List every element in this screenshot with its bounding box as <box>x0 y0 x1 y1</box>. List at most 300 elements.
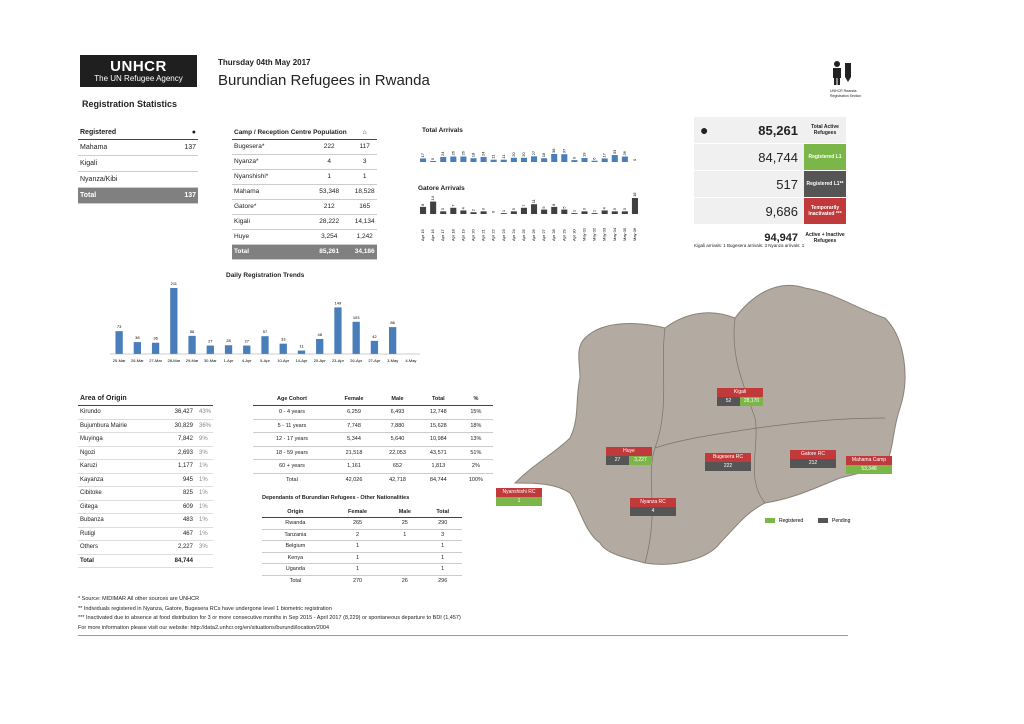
origin-value: 483 <box>159 514 195 528</box>
cell: 15% <box>459 406 493 420</box>
cell: 290 <box>423 518 462 530</box>
bar <box>316 339 323 354</box>
home-icon: ⌂ <box>352 127 377 139</box>
cell: Rwanda <box>262 518 329 530</box>
cell: 1 <box>423 564 462 576</box>
bar <box>470 212 476 214</box>
header-row <box>253 392 493 406</box>
column-header: Total <box>423 506 462 518</box>
data-label: 28 <box>226 338 231 344</box>
tick-label: 1-Apr <box>223 358 234 363</box>
bar <box>430 202 436 214</box>
bar <box>581 211 587 214</box>
report-date: Thursday 04th May 2017 <box>218 58 311 67</box>
bar <box>602 210 608 214</box>
origin-value: 945 <box>159 473 195 487</box>
bar <box>511 211 517 214</box>
site-registered: 53,348 <box>846 465 892 474</box>
table-row <box>232 184 377 199</box>
bar <box>243 346 250 354</box>
tick-label: 3-May <box>387 358 399 363</box>
site-pending: 27 <box>606 456 629 465</box>
site-pending: 4 <box>630 507 676 516</box>
bar <box>450 157 456 162</box>
map-site <box>846 456 892 474</box>
bar <box>612 155 618 162</box>
daily-trends-title: Daily Registration Trends <box>226 272 305 279</box>
camp-value-b: 117 <box>352 139 377 154</box>
tick-label: 4-Apr <box>241 358 252 363</box>
bar <box>460 157 466 162</box>
logo-subtext: The UN Refugee Agency <box>94 74 183 83</box>
origin-value: 30,829 <box>159 419 195 433</box>
table-row <box>253 473 493 487</box>
bar <box>501 160 507 162</box>
origin-percent: 43% <box>195 406 213 420</box>
bar <box>188 336 195 354</box>
origin-percent: 1% <box>195 460 213 474</box>
stat-value: 84,744 <box>694 144 804 170</box>
camp-value-b: 1 <box>352 169 377 184</box>
cell: 84,744 <box>429 477 447 483</box>
map-site <box>606 447 652 465</box>
data-label: 24 <box>440 151 446 156</box>
row-label: Mahama <box>78 139 165 155</box>
cell: 1 <box>386 529 423 541</box>
total-row <box>78 187 198 203</box>
data-label: 3 <box>440 208 446 211</box>
cell: 6,493 <box>377 406 418 420</box>
area-of-origin-table <box>78 392 213 568</box>
stat-value: 94,947 <box>694 225 804 251</box>
cell: 7,880 <box>377 419 418 433</box>
tick-label: 26-Mar <box>131 358 144 363</box>
site-name: Nyanza RC <box>630 498 676 507</box>
table-row <box>262 541 462 553</box>
data-label: 27 <box>531 150 537 156</box>
table-row <box>232 214 377 229</box>
bar <box>541 158 547 162</box>
origin-name: Others <box>78 541 159 555</box>
data-label: 14 <box>430 196 436 201</box>
origin-percent: 1% <box>195 514 213 528</box>
data-label: 38 <box>551 148 557 154</box>
bar <box>152 343 159 354</box>
tick-label: Apr 20 <box>470 229 476 241</box>
data-label: 11 <box>490 154 496 159</box>
bar <box>298 351 305 354</box>
site-counts <box>496 497 542 506</box>
origin-percent: 3% <box>195 541 213 555</box>
site-name: Kigali <box>717 388 763 397</box>
origin-percent: 36% <box>195 419 213 433</box>
bar <box>470 158 476 162</box>
cell: 10,984 <box>418 433 459 447</box>
data-label: 4 <box>460 207 466 210</box>
legend-registered: Registered <box>779 518 804 524</box>
origin-name: Ngozi <box>78 446 159 460</box>
bar <box>389 327 396 354</box>
total-b: 34,186 <box>352 244 377 259</box>
bar <box>420 158 426 162</box>
table-row <box>78 446 213 460</box>
data-label: 3 <box>621 208 627 211</box>
camp-population-table <box>232 127 377 260</box>
camp-value-b: 18,528 <box>352 184 377 199</box>
origin-value: 825 <box>159 487 195 501</box>
table-row <box>253 460 493 474</box>
tick-label: Apr 26 <box>531 229 537 241</box>
data-label: 27 <box>244 338 249 344</box>
origin-value: 36,427 <box>159 406 195 420</box>
cell: 2% <box>459 460 493 474</box>
bar <box>592 161 598 162</box>
footnote: ** Individuals registered in Nyanza, Gatore, Bugesera RCs have undergone level 1 biometric registration <box>78 605 332 612</box>
tick-label: 23-Apr <box>331 358 344 363</box>
cell: Total <box>286 477 298 483</box>
data-label: 4 <box>601 207 607 210</box>
table-row <box>253 446 493 460</box>
cell: 1 <box>423 552 462 564</box>
data-label: 1 <box>591 209 597 213</box>
data-label: 27 <box>208 338 213 344</box>
total-active-box <box>694 117 804 143</box>
cell: 3 <box>423 529 462 541</box>
site-name: Bugesera RC <box>705 453 751 462</box>
tick-label: 26-Apr <box>350 358 363 363</box>
total-row <box>232 244 377 259</box>
bar <box>551 154 557 162</box>
site-counts <box>606 456 652 465</box>
registered-table <box>78 127 198 204</box>
cell: 0 - 4 years <box>253 406 331 420</box>
table-row <box>262 529 462 541</box>
tick-label: May 03 <box>601 227 607 241</box>
person-icon: ● <box>165 127 198 139</box>
bar <box>541 210 547 214</box>
data-label: 38 <box>135 335 140 341</box>
site-pending: 52 <box>717 397 740 406</box>
data-label: 36 <box>153 335 158 341</box>
site-registered: 3,227 <box>629 456 652 465</box>
data-label: 20 <box>520 152 526 157</box>
data-label: 8 <box>420 203 426 206</box>
table-row <box>232 229 377 244</box>
data-label: 8 <box>551 203 557 206</box>
origin-percent: 1% <box>195 487 213 501</box>
column-header: Female <box>329 506 387 518</box>
bar <box>450 208 456 214</box>
cell: 2 <box>329 529 387 541</box>
tick-label: May 02 <box>591 227 597 241</box>
camp-name: Bugesera* <box>232 139 306 154</box>
site-registered: 28,170 <box>740 397 763 406</box>
data-label: 57 <box>262 329 268 335</box>
stat-label: Registered L1 <box>804 144 846 170</box>
stats-row <box>694 171 846 197</box>
site-registered: 1 <box>496 497 542 506</box>
origin-value: 1,177 <box>159 460 195 474</box>
cell: 1,813 <box>418 460 459 474</box>
map-site <box>496 488 542 506</box>
table-row <box>232 199 377 214</box>
table-row <box>78 541 213 555</box>
data-label: 11 <box>299 343 304 349</box>
unhcr-logo <box>80 55 197 87</box>
camp-value-b: 165 <box>352 199 377 214</box>
data-label: 58 <box>189 328 195 334</box>
camp-name: Gatore* <box>232 199 306 214</box>
row-value <box>165 171 198 187</box>
total-label: Total <box>78 187 165 203</box>
site-counts <box>717 397 763 406</box>
bar <box>632 198 638 214</box>
camp-value-a: 212 <box>306 199 352 214</box>
footnote: * Source: MIDIMAR All other sources are UNHCR <box>78 596 200 602</box>
arrivals-note: Kigali arrivals: 1 Bugesera arrivals: 3 Nyanza arrivals: 1 <box>694 243 805 248</box>
data-label: 48 <box>317 331 322 337</box>
table-row <box>262 552 462 564</box>
tick-label: 14-Apr <box>295 358 308 363</box>
site-counts <box>846 465 892 474</box>
data-label: 0 <box>631 158 637 162</box>
camp-value-a: 28,222 <box>306 214 352 229</box>
row-value <box>165 155 198 171</box>
total-value: 84,744 <box>159 554 195 568</box>
table-row <box>78 527 213 541</box>
origin-title: Area of Origin <box>78 392 213 406</box>
data-label: 6 <box>591 157 597 160</box>
cell: 265 <box>329 518 387 530</box>
bar <box>261 336 268 354</box>
footnote-link[interactable]: For more information please visit our website: http://data2.unhcr.org/en/situations/burundi/location/2004 <box>78 624 330 631</box>
data-label: 5 <box>541 206 547 209</box>
table-row <box>232 169 377 184</box>
origin-name: Bubanza <box>78 514 159 528</box>
camp-name: Huye <box>232 229 306 244</box>
stat-label: Active + Inactive Refugees <box>805 232 845 244</box>
cell: 5,640 <box>377 433 418 447</box>
stats-row <box>694 198 846 224</box>
camp-name: Mahama <box>232 184 306 199</box>
table-row <box>78 500 213 514</box>
tick-label: Apr 23 <box>500 229 506 241</box>
total-active-label: Total Active Refugees <box>804 117 846 143</box>
column-header: Total <box>418 392 459 406</box>
tick-label: 4-May <box>405 358 417 363</box>
total-a: 85,261 <box>306 244 352 259</box>
table-row <box>78 473 213 487</box>
data-label: 211 <box>170 282 178 286</box>
camp-header: Camp / Reception Centre Population <box>232 127 352 139</box>
tick-label: Apr 22 <box>490 229 496 241</box>
bar <box>622 211 628 214</box>
bar <box>280 344 287 354</box>
bar <box>481 157 487 162</box>
site-name: Gatore RC <box>790 450 836 459</box>
data-label: 1 <box>500 209 506 213</box>
table-row <box>78 514 213 528</box>
stats-row-total <box>694 117 846 143</box>
camp-value-b: 3 <box>352 154 377 169</box>
bar <box>612 211 618 214</box>
origin-name: Kirundo <box>78 406 159 420</box>
cell: 652 <box>377 460 418 474</box>
tick-label: Apr 17 <box>440 229 446 241</box>
camp-value-b: 1,242 <box>352 229 377 244</box>
camp-value-a: 4 <box>306 154 352 169</box>
camp-value-a: 1 <box>306 169 352 184</box>
table-row <box>78 419 213 433</box>
table-row <box>232 154 377 169</box>
bar <box>430 161 436 162</box>
cell: 12 - 17 years <box>253 433 331 447</box>
cell: 22,053 <box>377 446 418 460</box>
bar <box>602 158 608 162</box>
bar <box>420 207 426 214</box>
bar <box>334 307 341 354</box>
origin-percent: 1% <box>195 473 213 487</box>
total-arrivals-chart <box>418 136 640 164</box>
cell: Belgium <box>262 541 329 553</box>
data-label: 2 <box>470 208 476 212</box>
bar <box>481 211 487 214</box>
data-label: 7 <box>520 204 526 207</box>
map-site <box>790 450 836 468</box>
cell: 7,748 <box>331 419 377 433</box>
cell: 51% <box>459 446 493 460</box>
data-label: 73 <box>116 324 122 330</box>
cell <box>386 552 423 564</box>
cell: 5 - 11 years <box>253 419 331 433</box>
cell: 12,748 <box>418 406 459 420</box>
bar <box>531 204 537 214</box>
tick-label: 29-Mar <box>185 358 199 363</box>
data-label: 11 <box>500 154 506 159</box>
tick-label: Apr 24 <box>510 229 516 241</box>
registration-section-label: UNHCR Rwanda Registration Section <box>830 89 862 98</box>
table-row <box>78 171 198 187</box>
registration-icon <box>830 60 860 91</box>
data-label: 5 <box>561 206 567 209</box>
dependants-title: Dependants of Burundian Refugees - Other Nationalities <box>262 495 410 501</box>
camp-name: Nyanshishi* <box>232 169 306 184</box>
column-header: % <box>459 392 493 406</box>
stat-value: 9,686 <box>694 198 804 224</box>
bar <box>571 160 577 162</box>
site-pending: 222 <box>705 462 751 471</box>
bar <box>622 157 628 162</box>
tick-label: Apr 25 <box>520 229 526 241</box>
cell: Kenya <box>262 552 329 564</box>
origin-value: 7,842 <box>159 433 195 447</box>
total-row <box>78 554 213 568</box>
cell: 270 <box>352 578 363 584</box>
origin-percent: 9% <box>195 433 213 447</box>
bar <box>115 331 122 354</box>
age-cohort-table <box>253 392 493 487</box>
tick-label: 28-Mar <box>167 358 181 363</box>
tick-label: May 06 <box>631 227 637 241</box>
data-label: 3 <box>581 208 587 211</box>
footnote: *** Inactivated due to absence at food distribution for 3 or more consecutive months in Sep 2015 - April 2017 (8,229) or spontaneous departure to BDI (1,457) <box>78 615 461 621</box>
section-title: Registration Statistics <box>82 99 178 109</box>
column-header: Male <box>377 392 418 406</box>
map-site <box>705 453 751 471</box>
gatore-arrivals-title: Gatore Arrivals <box>418 185 465 192</box>
origin-percent: 3% <box>195 446 213 460</box>
cell: Total <box>289 578 302 584</box>
cell: 21,518 <box>331 446 377 460</box>
table-row <box>262 518 462 530</box>
legend-pending: Pending <box>832 518 851 524</box>
bar <box>521 208 527 214</box>
total-active-value: 85,261 <box>758 122 798 138</box>
tick-label: 20-Apr <box>313 358 326 363</box>
data-label: 18 <box>631 192 637 198</box>
tick-label: Apr 15 <box>420 229 426 241</box>
data-label: 7 <box>450 204 456 207</box>
cell: 15,628 <box>418 419 459 433</box>
cell: Uganda <box>262 564 329 576</box>
stat-label: Temporarily Inactivated *** <box>804 198 846 224</box>
bar <box>581 158 587 162</box>
data-label: 9 <box>571 156 577 160</box>
bar <box>134 342 141 354</box>
data-label: 1 <box>571 209 577 213</box>
origin-name: Karuzi <box>78 460 159 474</box>
bar <box>207 346 214 354</box>
site-counts <box>705 462 751 471</box>
row-value: 137 <box>165 139 198 155</box>
bar <box>592 213 598 214</box>
stat-label: Registered L1** <box>804 171 846 197</box>
person-icon: ● <box>700 122 709 138</box>
bar <box>371 341 378 354</box>
cell: Tanzania <box>262 529 329 541</box>
data-label: 18 <box>470 152 476 158</box>
bar <box>491 160 497 162</box>
origin-value: 2,227 <box>159 541 195 555</box>
stats-panel <box>694 117 846 252</box>
table-row <box>253 433 493 447</box>
cell: 18% <box>459 419 493 433</box>
table-row <box>78 155 198 171</box>
table-row <box>253 406 493 420</box>
cell: 1 <box>329 541 387 553</box>
logo-text: UNHCR <box>110 58 167 75</box>
site-name: Mahama Camp <box>846 456 892 465</box>
origin-name: Gitega <box>78 500 159 514</box>
tick-label: 27-Mar <box>149 358 162 363</box>
data-label: 149 <box>334 300 342 306</box>
total-arrivals-title: Total Arrivals <box>422 127 463 134</box>
data-label: 20 <box>510 152 516 157</box>
row-label: Kigali <box>78 155 165 171</box>
cell: 42,718 <box>389 477 406 483</box>
camp-value-a: 222 <box>306 139 352 154</box>
total-label: Total <box>232 244 306 259</box>
data-label: 37 <box>561 148 567 154</box>
map-site <box>630 498 676 516</box>
cell <box>386 564 423 576</box>
data-label: 33 <box>281 336 286 342</box>
table-row <box>232 139 377 154</box>
tick-label: 30-Mar <box>203 358 217 363</box>
bar <box>561 210 567 214</box>
tick-label: May 01 <box>581 227 587 241</box>
column-header: Female <box>331 392 377 406</box>
